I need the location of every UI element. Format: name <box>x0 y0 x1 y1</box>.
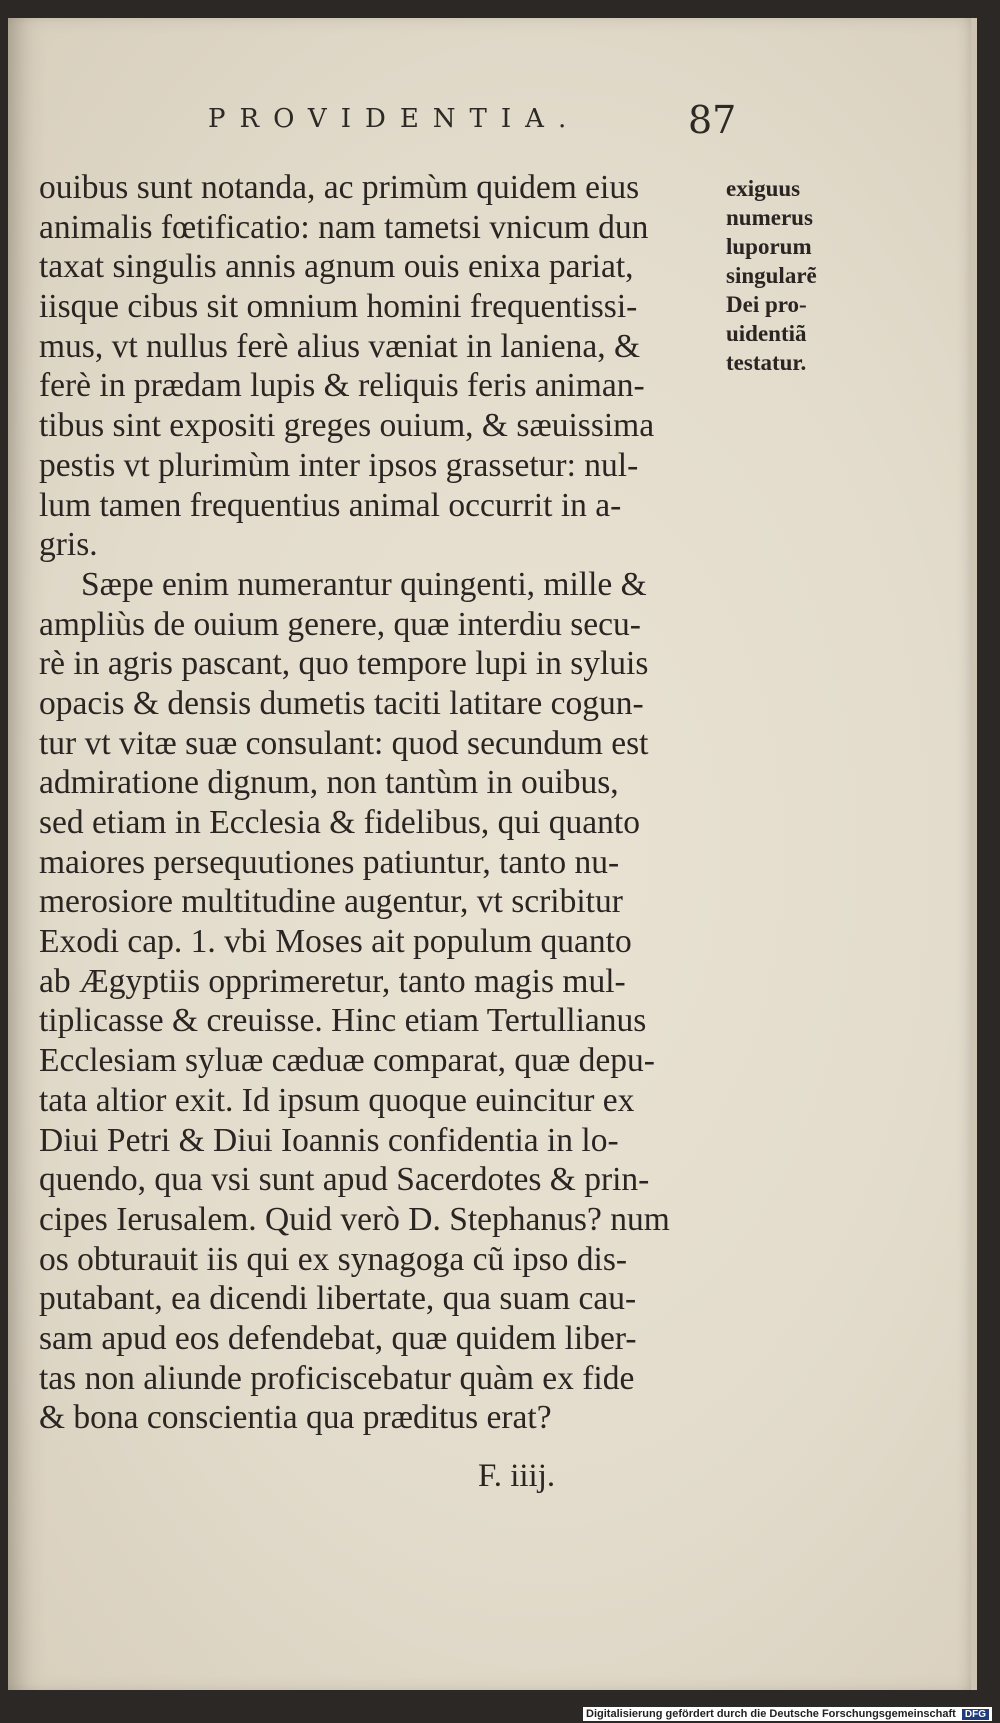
text-line: iisque cibus sit omnium homini frequentissi- <box>39 288 638 326</box>
text-line: tata altior exit. Id ipsum quoque euincitur ex <box>39 1081 635 1119</box>
text-line: animalis fœtificatio: nam tametsi vnicum dun <box>39 208 649 246</box>
signature-mark: F. iiij. <box>478 1458 556 1494</box>
text-line: pestis vt plurimùm inter ipsos grassetur: nul- <box>39 446 639 484</box>
text-line: Diui Petri & Diui Ioannis confidentia in lo- <box>39 1121 619 1159</box>
marginal-note-line: testatur. <box>726 350 807 375</box>
marginal-note <box>726 174 876 377</box>
text-line: sed etiam in Ecclesia & fidelibus, qui quanto <box>39 804 640 841</box>
text-line: ab Ægyptiis opprimeretur, tanto magis mul- <box>39 962 626 1000</box>
text-line: mus, vt nullus ferè alius væniat in laniena, & <box>39 327 641 365</box>
paragraph-first-line: Sæpe enim numerantur quingenti, mille & <box>81 565 647 603</box>
text-line: tiplicasse & creuisse. Hinc etiam Tertullianus <box>39 1002 647 1040</box>
text-line: ouibus sunt notanda, ac primùm quidem eius <box>39 169 640 206</box>
page-number: 87 <box>688 98 737 142</box>
marginal-note-line: uidentiã <box>726 321 807 346</box>
text-line: Ecclesiam syluæ cæduæ comparat, quæ depu- <box>39 1042 655 1080</box>
book-page <box>8 18 977 1690</box>
text-line: & bona conscientia qua præditus erat? <box>39 1399 552 1437</box>
marginal-note-line: luporum <box>726 234 812 259</box>
text-line: opacis & densis dumetis taciti latitare cogun- <box>39 684 644 722</box>
text-line: maiores persequutiones patiuntur, tanto nu- <box>39 843 620 881</box>
digitization-credit <box>583 1707 992 1721</box>
text-line: Exodi cap. 1. vbi Moses ait populum quanto <box>39 923 632 961</box>
text-line: putabant, ea dicendi libertate, qua suam cau- <box>39 1280 637 1318</box>
marginal-note-line: numerus <box>726 205 813 230</box>
text-line: tas non aliunde proficiscebatur quàm ex fide <box>39 1359 635 1397</box>
text-line: merosiore multitudine augentur, vt scribitur <box>39 883 623 921</box>
text-line: tur vt vitæ suæ consulant: quod secundum est <box>39 724 649 762</box>
text-line: lum tamen frequentius animal occurrit in a- <box>39 486 622 524</box>
text-line: rè in agris pascant, quo tempore lupi in syluis <box>39 645 649 683</box>
text-line: gris. <box>39 526 98 564</box>
text-line: cipes Ierusalem. Quid verò D. Stephanus? num <box>39 1200 670 1238</box>
credit-text: Digitalisierung gefördert durch die Deutsche Forschungsgemeinschaft <box>586 1708 956 1720</box>
dfg-logo: DFG <box>962 1709 989 1720</box>
marginal-note-line: Dei pro- <box>726 292 807 317</box>
text-line: sam apud eos defendebat, quæ quidem liber- <box>39 1319 637 1357</box>
body-text <box>39 168 729 1438</box>
marginal-note-line: singularẽ <box>726 263 817 288</box>
text-line: tibus sint expositi greges ouium, & sæuissima <box>39 407 655 445</box>
running-head: PROVIDENTIA. <box>208 104 581 134</box>
text-line: os obturauit iis qui ex synagoga cũ ipso dis- <box>39 1240 628 1278</box>
text-line: ferè in prædam lupis & reliquis feris animan- <box>39 367 645 405</box>
text-line: admiratione dignum, non tantùm in ouibus, <box>39 764 619 802</box>
text-line: ampliùs de ouium genere, quæ interdiu secu- <box>39 605 641 643</box>
text-line: quendo, qua vsi sunt apud Sacerdotes & prin- <box>39 1161 650 1199</box>
marginal-note-line: exiguus <box>726 176 801 201</box>
text-line: taxat singulis annis agnum ouis enixa pariat, <box>39 248 634 286</box>
